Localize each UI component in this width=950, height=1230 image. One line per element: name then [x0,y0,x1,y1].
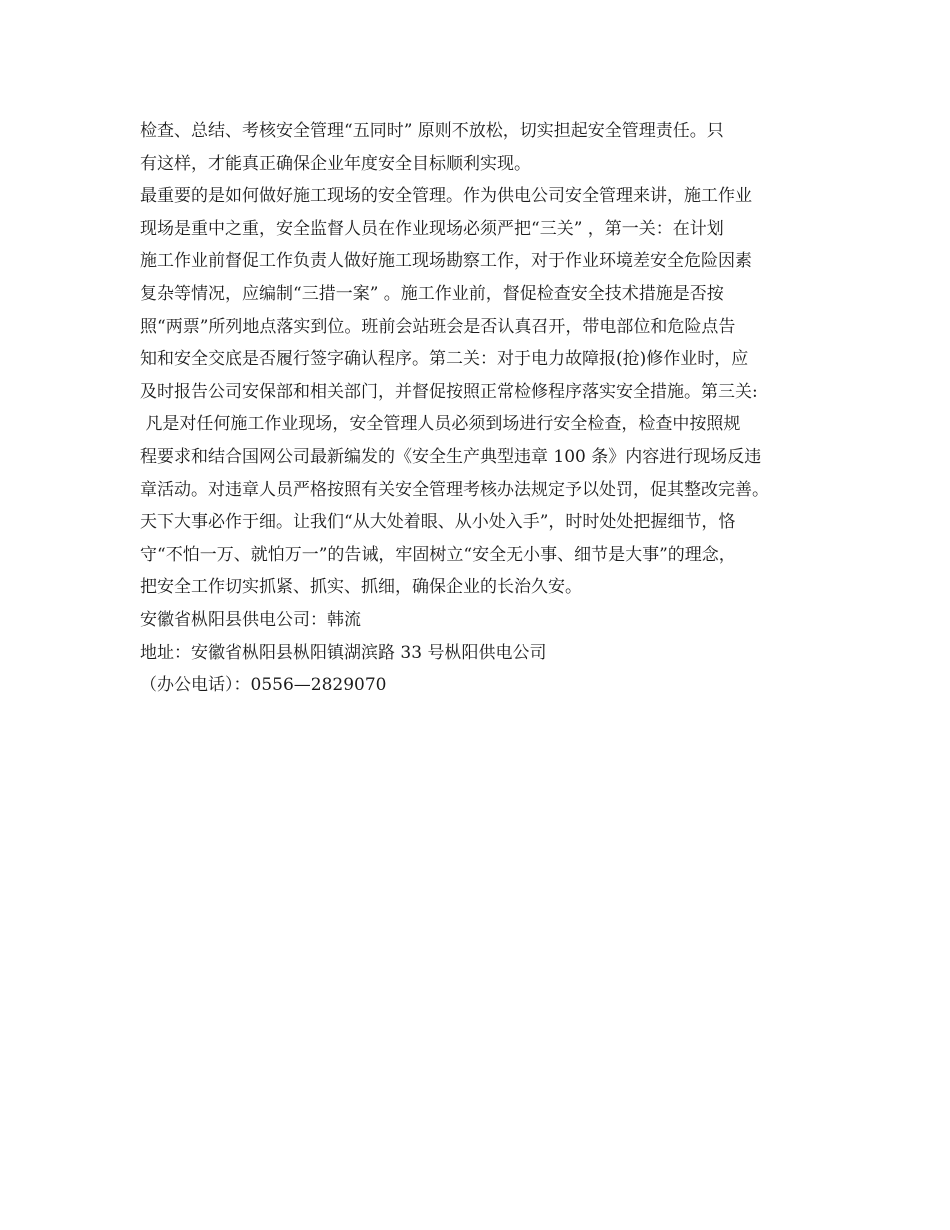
text-line: 现场是重中之重，安全监督人员在作业现场必须严把“三关” ，第一关：在计划 [140,218,724,239]
text-line: 有这样，才能真正确保企业年度安全目标顺利实现。 [140,153,531,174]
text-line: 施工作业前督促工作负责人做好施工现场勘察工作，对于作业环境差安全危险因素 [140,251,752,272]
text-line: 把安全工作切实抓紧、抓实、抓细，确保企业的长治久安。 [140,577,582,598]
text-line: 检查、总结、考核安全管理“五同时” 原则不放松，切实担起安全管理责任。只 [140,121,724,141]
text-line: 程要求和结合国网公司最新编发的《安全生产典型违章 100 条》内容进行现场反违 [140,446,762,467]
text-line: 章活动。对违章人员严格按照有关安全管理考核办法规定予以处罚，促其整改完善。 [140,479,769,500]
text-line: 守“不怕一万、就怕万一”的告诫，牢固树立“安全无小事、细节是大事”的理念， [140,544,736,565]
text-line: 照“两票”所列地点落实到位。班前会站班会是否认真召开，带电部位和危险点告 [140,316,736,337]
text-line: 知和安全交底是否履行签字确认程序。第二关：对于电力故障报(抢)修作业时，应 [140,349,749,370]
text-line: 最重要的是如何做好施工现场的安全管理。作为供电公司安全管理来讲，施工作业 [140,186,752,207]
text-line: 凡是对任何施工作业现场，安全管理人员必须到场进行安全检查，检查中按照规 [140,414,741,435]
text-line: 天下大事必作于细。让我们“从大处着眼、从小处入手”，时时处处把握细节，恪 [140,512,736,533]
signature-line: 安徽省枞阳县供电公司：韩流 [140,609,361,630]
text-line: 及时报告公司安保部和相关部门，并督促按照正常检修程序落实安全措施。第三关: [140,381,758,402]
document-body [140,115,830,702]
phone-line: （办公电话）：0556—2829070 [140,675,387,696]
text-line: 复杂等情况，应编制“三措一案” 。施工作业前，督促检查安全技术措施是否按 [140,283,724,304]
address-line: 地址：安徽省枞阳县枞阳镇湖滨路 33 号枞阳供电公司 [140,642,547,663]
